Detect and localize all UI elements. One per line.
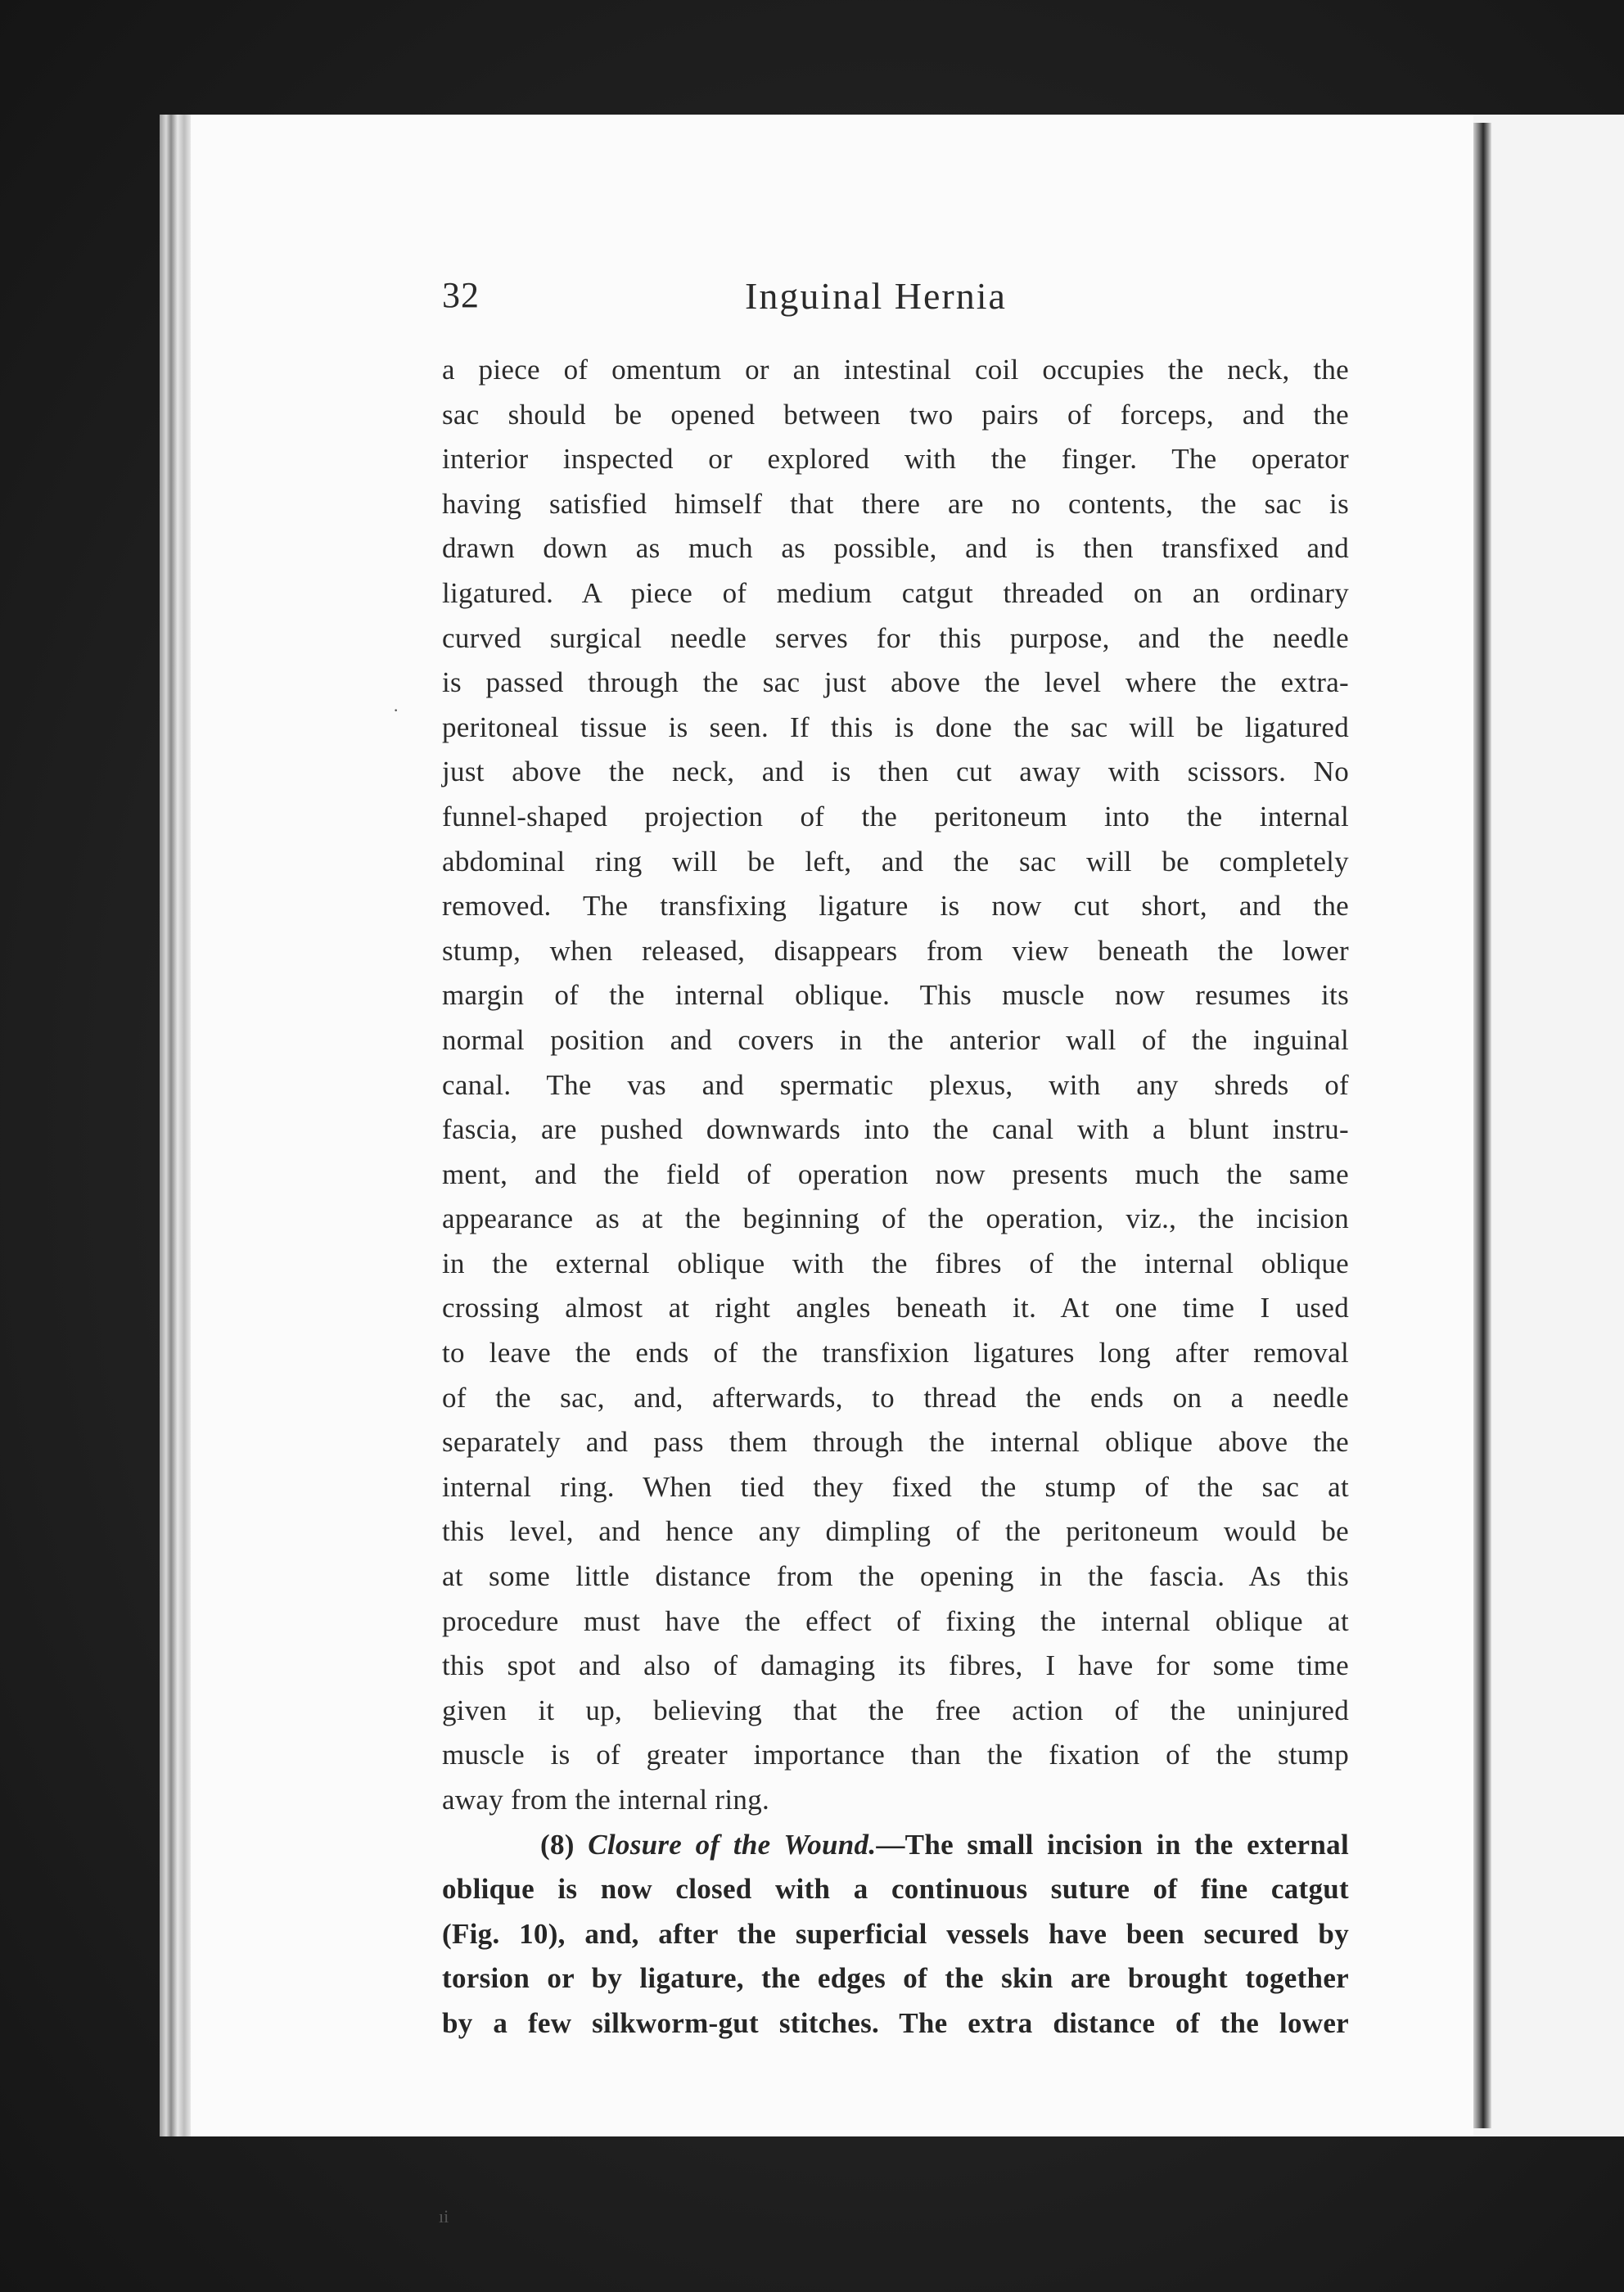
text-line: separately and pass them through the internal oblique above the [442, 1426, 1349, 1459]
text-line: in the external oblique with the fibres of the internal oblique [442, 1247, 1349, 1279]
text-line: torsion or by ligature, the edges of the skin are brought together [442, 1962, 1349, 1995]
text-line: a piece of omentum or an intestinal coil occupies the neck, the [442, 354, 1349, 386]
text-line: funnel-shaped projection of the peritoneum into the internal [442, 800, 1349, 832]
text-line: given it up, believing that the free action of the uninjured [442, 1694, 1349, 1726]
page-header [442, 274, 1359, 323]
section-lines [442, 1867, 1349, 2046]
page-gutter [1473, 123, 1491, 2128]
text-line: ligatured. A piece of medium catgut threaded on an ordinary [442, 576, 1349, 609]
section-number: (8) [540, 1828, 575, 1861]
text-line: oblique is now closed with a continuous suture of fine catgut [442, 1873, 1349, 1906]
text-line: margin of the internal oblique. This muscle now resumes its [442, 979, 1349, 1012]
scan-speck: · [393, 700, 399, 720]
text-line: normal position and covers in the anterior wall of the inguinal [442, 1023, 1349, 1056]
section-first-line-text: —The small incision in the external [876, 1828, 1349, 1861]
text-line: at some little distance from the opening in the fascia. As this [442, 1560, 1349, 1593]
text-line: stump, when released, disappears from view beneath the lower [442, 934, 1349, 967]
paragraph-main [442, 348, 1349, 1823]
text-line: ment, and the field of operation now presents much the same [442, 1157, 1349, 1190]
page-number: 32 [442, 275, 480, 315]
text-line: appearance as at the beginning of the operation, viz., the incision [442, 1202, 1349, 1235]
text-line: this level, and hence any dimpling of the peritoneum would be [442, 1515, 1349, 1548]
text-line: this spot and also of damaging its fibres, I have for some time [442, 1649, 1349, 1682]
text-line: just above the neck, and is then cut away with scissors. No [442, 756, 1349, 788]
text-line: (Fig. 10), and, after the superficial vessels have been secured by [442, 1917, 1349, 1950]
section-heading: Closure of the Wound. [588, 1828, 877, 1861]
text-line: internal ring. When tied they fixed the stump of the sac at [442, 1470, 1349, 1503]
text-line: crossing almost at right angles beneath it. At one time I used [442, 1292, 1349, 1324]
text-line: abdominal ring will be left, and the sac will be completely [442, 845, 1349, 878]
facing-page-edge [1469, 115, 1624, 2136]
text-line: sac should be opened between two pairs of forceps, and the [442, 398, 1349, 431]
text-line: to leave the ends of the transfixion ligatures long after removal [442, 1337, 1349, 1369]
paragraph-section-8 [442, 1823, 1349, 2046]
running-title: Inguinal Hernia [745, 275, 1007, 317]
text-line: of the sac, and, afterwards, to thread the ends on a needle [442, 1381, 1349, 1414]
text-line: by a few silkworm-gut stitches. The extra distance of the lower [442, 2006, 1349, 2039]
text-line: procedure must have the effect of fixing the internal oblique at [442, 1604, 1349, 1637]
text-line: fascia, are pushed downwards into the canal with a blunt instru- [442, 1113, 1349, 1146]
text-line: canal. The vas and spermatic plexus, with any shreds of [442, 1068, 1349, 1101]
text-line: is passed through the sac just above the level where the extra- [442, 666, 1349, 699]
book-edge-left [160, 115, 192, 2136]
text-line: curved surgical needle serves for this purpose, and the needle [442, 621, 1349, 654]
text-line: interior inspected or explored with the finger. The operator [442, 443, 1349, 476]
scan-speck: ıi [439, 2206, 449, 2227]
text-line: drawn down as much as possible, and is then transfixed and [442, 532, 1349, 565]
text-line: muscle is of greater importance than the fixation of the stump [442, 1739, 1349, 1771]
text-line: removed. The transfixing ligature is now cut short, and the [442, 890, 1349, 923]
body-text [442, 348, 1349, 2046]
text-line: having satisfied himself that there are no contents, the sac is [442, 487, 1349, 520]
text-line: away from the internal ring. [442, 1784, 770, 1816]
section-first-line [442, 1823, 1349, 1868]
text-line: peritoneal tissue is seen. If this is done the sac will be ligatured [442, 711, 1349, 743]
